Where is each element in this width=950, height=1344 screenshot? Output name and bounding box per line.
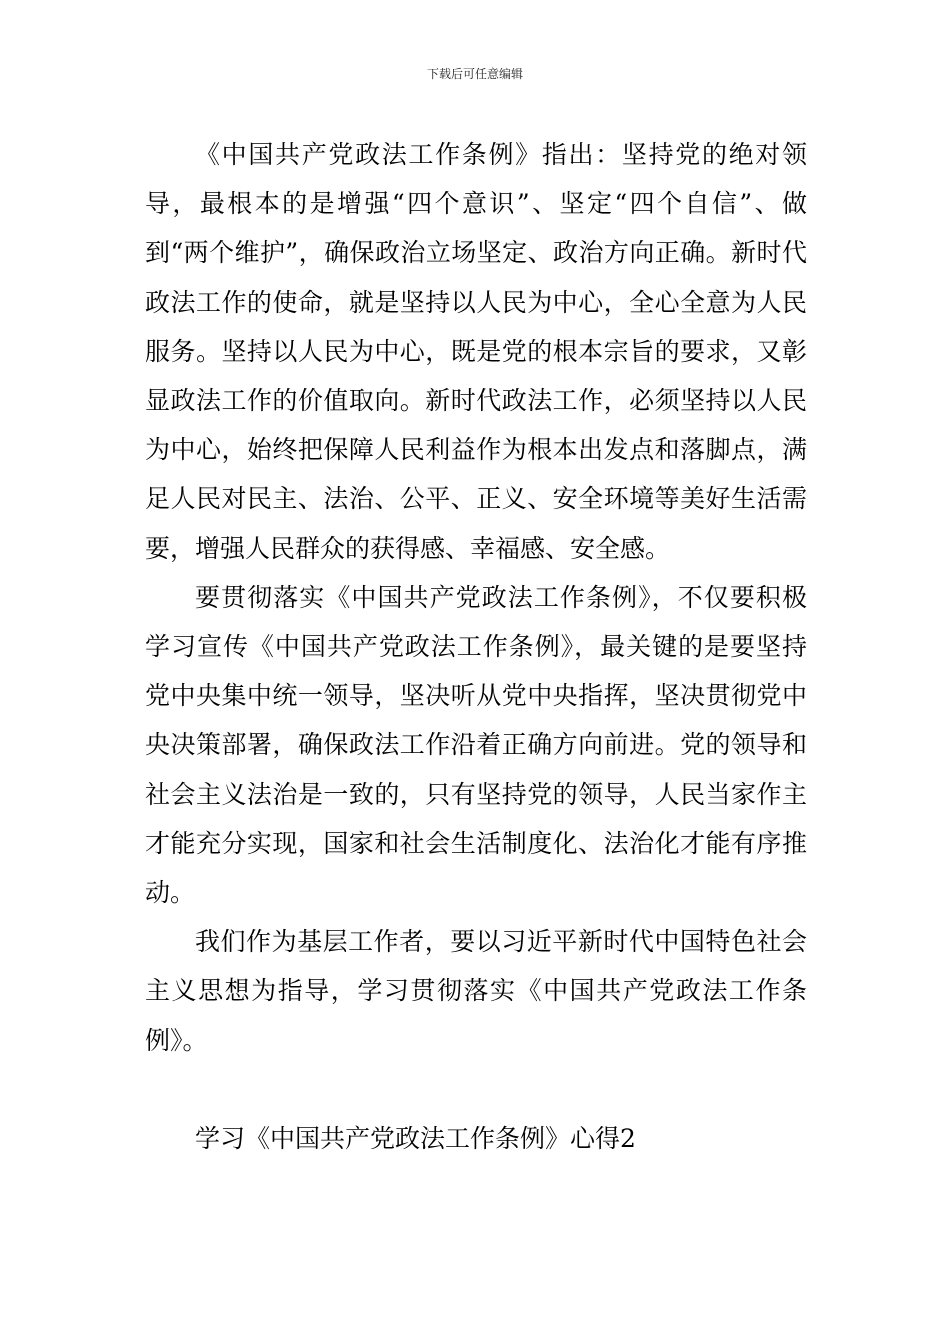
paragraph-2: 要贯彻落实《中国共产党政法工作条例》，不仅要积极学习宣传《中国共产党政法工作条例》，最关键的是要坚持党中央集中统一领导，坚决听从党中央指挥，坚决贯彻党中央决策部署，确保政法工作沿着正确方向前进。党的领导和社会主义法治是一致的，只有坚持党的领导，人民当家作主才能充分实现，国家和社会生活制度化、法治化才能有序推动。: [145, 582, 807, 908]
page-header: 下载后可任意编辑: [426, 67, 523, 81]
section-title: 学习《中国共产党政法工作条例》心得2: [195, 1123, 636, 1153]
document-body: [145, 130, 807, 1163]
paragraph-3: 我们作为基层工作者，要以习近平新时代中国特色社会主义思想为指导，学习贯彻落实《中国共产党政法工作条例》。: [145, 927, 807, 1055]
blank-line: [145, 1065, 807, 1114]
paragraph-1: 《中国共产党政法工作条例》指出：坚持党的绝对领导，最根本的是增强“四个意识”、坚定“四个自信”、做到“两个维护”，确保政治立场坚定、政治方向正确。新时代政法工作的使命，就是坚持以人民为中心，全心全意为人民服务。坚持以人民为中心，既是党的根本宗旨的要求，又彰显政法工作的价值取向。新时代政法工作，必须坚持以人民为中心，始终把保障人民利益作为根本出发点和落脚点，满足人民对民主、法治、公平、正义、安全环境等美好生活需要，增强人民群众的获得感、幸福感、安全感。: [145, 140, 807, 563]
